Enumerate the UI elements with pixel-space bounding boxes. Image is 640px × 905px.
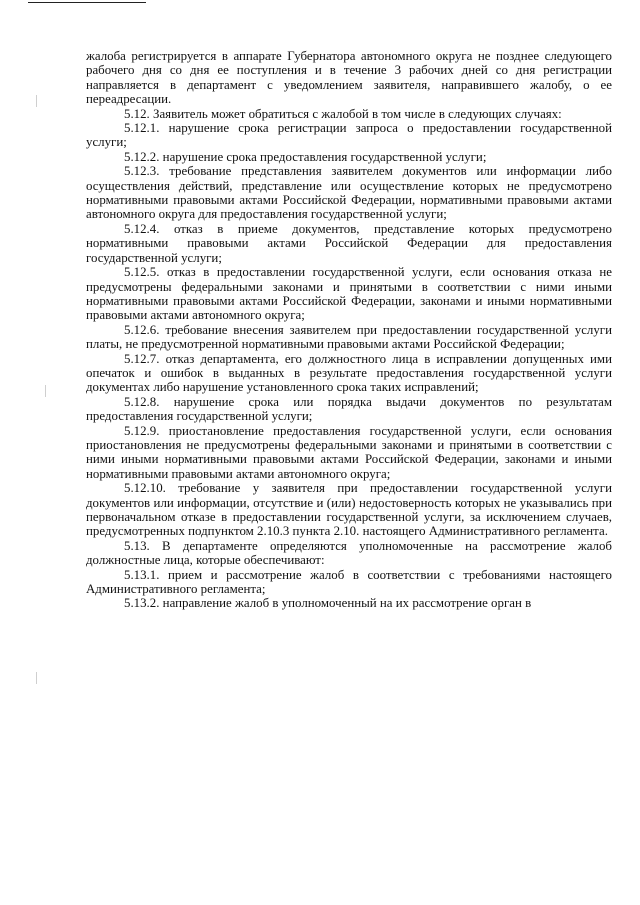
paragraph: 5.13.1. прием и рассмотрение жалоб в соответствии с требованиями настоящего Административного регламента; xyxy=(86,567,612,597)
paragraph: 5.12.3. требование представления заявителем документов или информации либо осуществления действий, представление или осуществление которых не предусмотрено нормативными правовыми актами Российской Федерации, нормативными правовыми актами автономного округа для предоставления государственной услуги; xyxy=(86,164,612,222)
paragraph: 5.12.10. требование у заявителя при предоставлении государственной услуги документов или информации, отсутствие и (или) недостоверность которых не указывались при первоначальном отказе в предоставлении государственной услуги, за исключением случаев, предусмотренных подпунктом 2.10.3 пункта 2.10. настоящего Административного регламента. xyxy=(86,481,612,539)
paragraph: 5.12.9. приостановление предоставления государственной услуги, если основания приостановления не предусмотрены федеральными законами и принятыми в соответствии с ними иными нормативными правовыми актами Российской Федерации, законами и иными нормативными правовыми актами автономного округа; xyxy=(86,423,612,481)
paragraph: 5.12.4. отказ в приеме документов, представление которых предусмотрено нормативными правовыми актами Российской Федерации для предоставления государственной услуги; xyxy=(86,221,612,265)
paragraph: 5.12. Заявитель может обратиться с жалобой в том числе в следующих случаях: xyxy=(124,106,562,121)
paragraph: 5.12.7. отказ департамента, его должностного лица в исправлении допущенных ими опечаток и ошибок в выданных в результате предоставления государственной услуги документах либо нарушение установленного срока таких исправлений; xyxy=(86,351,612,395)
paragraph: 5.12.2. нарушение срока предоставления государственной услуги; xyxy=(124,149,487,164)
margin-mark xyxy=(45,385,46,397)
top-rule-line xyxy=(28,2,146,3)
paragraph: 5.12.1. нарушение срока регистрации запроса о предоставлении государственной услуги; xyxy=(86,121,612,150)
margin-mark xyxy=(36,672,37,684)
paragraph: 5.13. В департаменте определяются уполномоченные на рассмотрение жалоб должностные лица, которые обеспечивают: xyxy=(86,538,612,568)
paragraph: 5.13.2. направление жалоб в уполномоченный на их рассмотрение орган в xyxy=(124,596,532,611)
paragraph: 5.12.8. нарушение срока или порядка выдачи документов по результатам предоставления государственной услуги; xyxy=(86,394,612,424)
margin-mark xyxy=(36,95,37,107)
document-body xyxy=(86,49,612,611)
paragraph: 5.12.6. требование внесения заявителем при предоставлении государственной услуги платы, не предусмотренной нормативными правовыми актами Российской Федерации; xyxy=(86,322,612,352)
paragraph: 5.12.5. отказ в предоставлении государственной услуги, если основания отказа не предусмотрены федеральными законами и принятыми в соответствии с ними иными нормативными правовыми актами Российской Федерации, законами и иными нормативными правовыми актами автономного округа; xyxy=(86,265,612,323)
paragraph: жалоба регистрируется в аппарате Губернатора автономного округа не позднее следующего рабочего дня со дня ее поступления и в течение 3 рабочих дней со дня регистрации направляется в департамент с уведомлением заявителя, направившего жалобу, о ее переадресации. xyxy=(86,49,612,107)
